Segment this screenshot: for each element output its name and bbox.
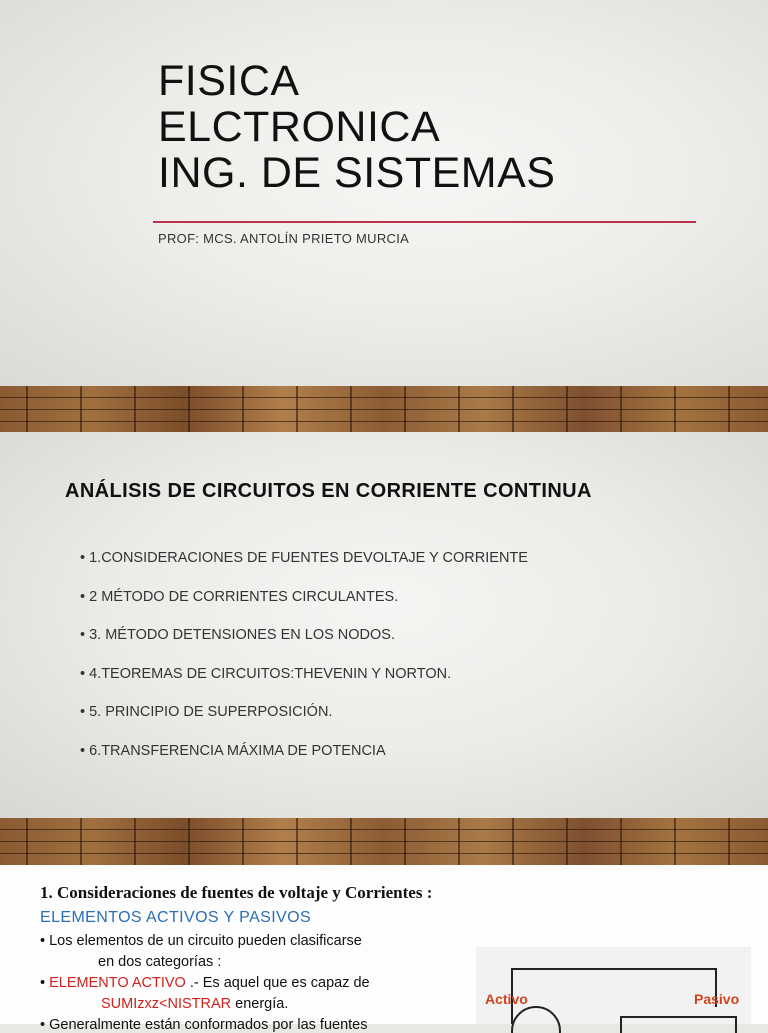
diagram-label-pasivo: Pasivo xyxy=(694,991,740,1007)
slide-heading: 1. Consideraciones de fuentes de voltaje y Corrientes : xyxy=(40,883,433,902)
title-line-1: FISICA xyxy=(158,57,300,105)
supply-term: SUMIzxz<NISTRAR xyxy=(101,996,232,1012)
title-divider xyxy=(153,221,696,223)
body-line-3: • ELEMENTO ACTIVO .- Es aquel que es capaz de xyxy=(40,975,370,991)
source-symbol xyxy=(512,1007,560,1033)
list-item: • 4.TEOREMAS DE CIRCUITOS:THEVENIN Y NORTON. xyxy=(80,666,528,705)
topic-list xyxy=(80,550,528,781)
list-item: • 2 MÉTODO DE CORRIENTES CIRCULANTES. xyxy=(80,589,528,628)
load-symbol xyxy=(621,1017,736,1033)
section-title: ANÁLISIS DE CIRCUITOS EN CORRIENTE CONTINUA xyxy=(65,480,592,502)
title-line-3: ING. DE SISTEMAS xyxy=(158,149,556,197)
slide-subheading: ELEMENTOS ACTIVOS Y PASIVOS xyxy=(40,909,312,926)
body-line-2: en dos categorías : xyxy=(98,954,222,970)
wood-floor-divider-2 xyxy=(0,818,768,865)
diagram-label-activo: Activo xyxy=(485,991,528,1007)
body-line-4: SUMIzxz<NISTRAR energía. xyxy=(101,996,289,1012)
list-item: • 1.CONSIDERACIONES DE FUENTES DEVOLTAJE Y CORRIENTE xyxy=(80,550,528,589)
circuit-diagram xyxy=(476,947,751,1024)
list-item: • 3. MÉTODO DETENSIONES EN LOS NODOS. xyxy=(80,627,528,666)
active-element-term: ELEMENTO ACTIVO xyxy=(49,975,186,991)
circuit-wire xyxy=(512,969,716,1024)
title-line-2: ELCTRONICA xyxy=(158,103,441,151)
slide-title xyxy=(0,0,768,386)
body-line-5: • Generalmente están conformados por las fuentes xyxy=(40,1017,368,1033)
page-title xyxy=(158,58,555,196)
body-line-1: • Los elementos de un circuito pueden clasificarse xyxy=(40,933,362,949)
wood-floor-divider-1 xyxy=(0,386,768,433)
subtitle: PROF: MCS. ANTOLÍN PRIETO MURCIA xyxy=(158,231,410,246)
slide-considerations xyxy=(0,865,768,1033)
slide-contents xyxy=(0,432,768,818)
circuit-diagram-svg xyxy=(476,947,751,1024)
list-item: • 5. PRINCIPIO DE SUPERPOSICIÓN. xyxy=(80,704,528,743)
list-item: • 6.TRANSFERENCIA MÁXIMA DE POTENCIA xyxy=(80,743,528,782)
